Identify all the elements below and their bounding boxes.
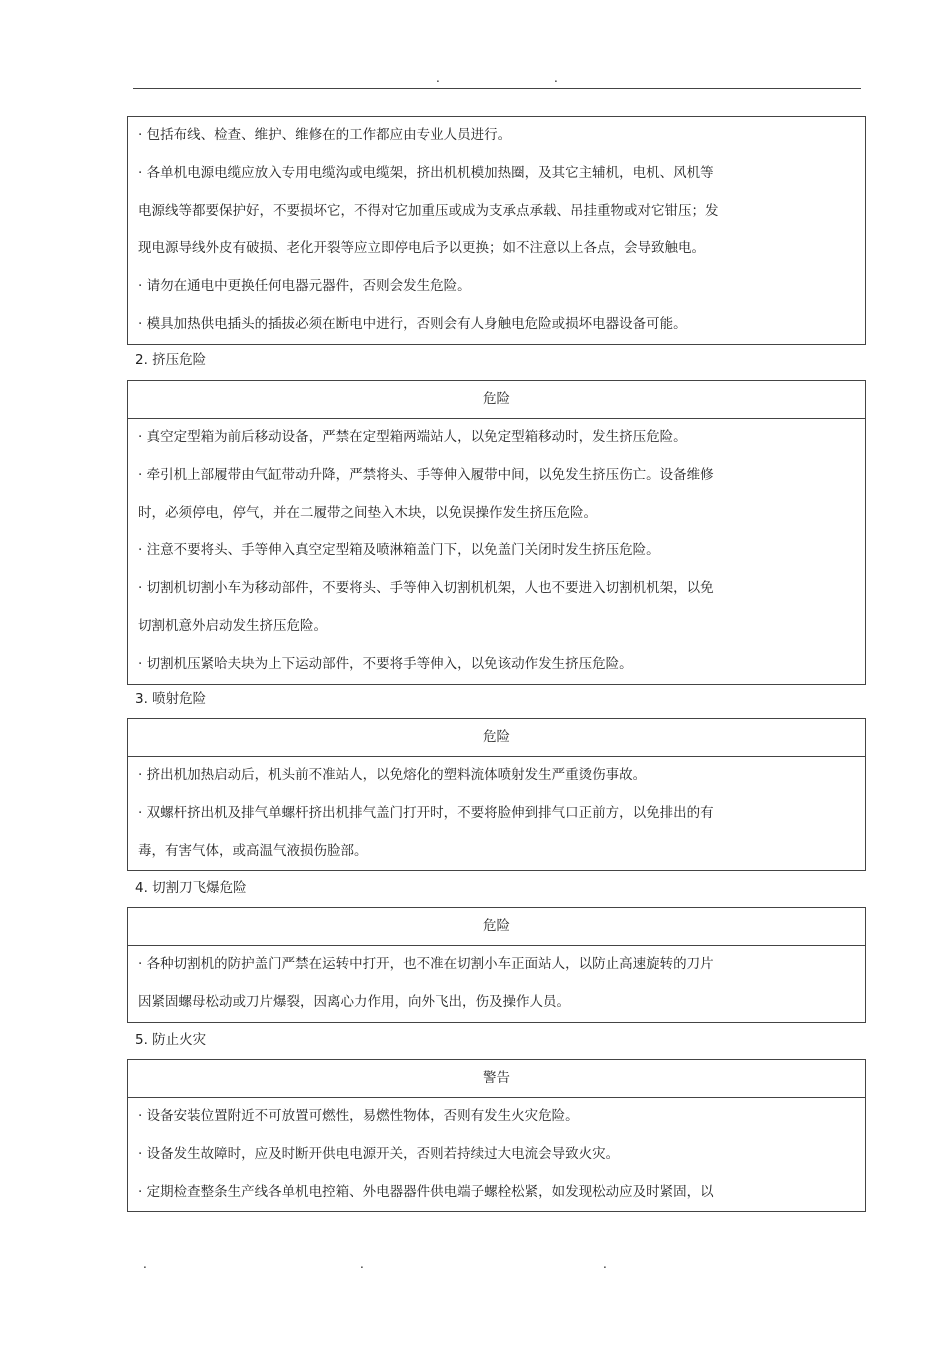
section-heading-fire: 5. 防止火灾 [135,1032,207,1048]
fire-warning-box [127,1059,866,1212]
spray-hazard-box [127,718,866,871]
section-heading-crush: 2. 挤压危险 [135,352,207,368]
list-item: · 包括布线、检查、维护、维修在的工作都应由专业人员进行。 [138,127,512,143]
list-item: · 双螺杆挤出机及排气单螺杆挤出机排气盖门打开时，不要将脸伸到排气口正前方，以免排出的有 [138,804,714,821]
list-item: · 挤出机加热启动后，机头前不准站人，以免熔化的塑料流体喷射发生严重烫伤事故。 [138,767,647,783]
header-dot-left: . [436,71,440,85]
list-item: · 模具加热供电插头的插拔必须在断电中进行，否则会有人身触电危险或损坏电器设备可能。 [138,315,687,332]
list-item: 毒，有害气体，或高温气液损伤脸部。 [138,842,368,859]
list-item: · 各种切割机的防护盖门严禁在运转中打开，也不准在切割小车正面站人，以防止高速旋转的刀片 [138,956,714,972]
list-item: · 切割机切割小车为移动部件，不要将头、手等伸入切割机机架，人也不要进入切割机机架，以免 [138,580,714,597]
list-item: · 注意不要将头、手等伸入真空定型箱及喷淋箱盖门下，以免盖门关闭时发生挤压危险。 [138,542,660,559]
list-item: 切割机意外启动发生挤压危险。 [138,617,327,634]
electrical-hazard-body [128,117,865,344]
box-title: 警告 [128,1060,865,1098]
box-title: 危险 [128,381,865,419]
list-item: · 设备发生故障时，应及时断开供电电源开关，否则若持续过大电流会导致火灾。 [138,1145,620,1162]
list-item: · 牵引机上部履带由气缸带动升降，严禁将头、手等伸入履带中间，以免发生挤压伤亡。设备维修 [138,466,714,483]
list-item: 因紧固螺母松动或刀片爆裂，因离心力作用，向外飞出，伤及操作人员。 [138,993,570,1010]
header-dot-right: . [554,71,558,85]
list-item: 时，必须停电，停气，并在二履带之间垫入木块，以免误操作发生挤压危险。 [138,504,597,521]
list-item: · 真空定型箱为前后移动设备，严禁在定型箱两端站人，以免定型箱移动时，发生挤压危险。 [138,429,687,445]
header-rule [133,88,861,89]
list-item: · 定期检查整条生产线各单机电控箱、外电器器件供电端子螺栓松紧，如发现松动应及时紧固，以 [138,1183,714,1200]
box-title: 危险 [128,719,865,757]
list-item: · 各单机电源电缆应放入专用电缆沟或电缆架，挤出机机模加热圈，及其它主辅机，电机、风机等 [138,164,714,181]
crush-hazard-box [127,380,866,685]
section-heading-spray: 3. 喷射危险 [135,691,207,707]
list-item: · 切割机压紧哈夫块为上下运动部件，不要将手等伸入，以免该动作发生挤压危险。 [138,655,633,672]
list-item: · 设备安装位置附近不可放置可燃性，易燃性物体，否则有发生火灾危险。 [138,1108,579,1124]
electrical-hazard-box [127,116,866,345]
footer-dot: . [603,1257,607,1271]
list-item: 现电源导线外皮有破损、老化开裂等应立即停电后予以更换；如不注意以上各点，会导致触电。 [138,240,705,257]
section-heading-blade: 4. 切割刀飞爆危险 [135,880,247,896]
footer-dot: . [360,1257,364,1271]
box-title: 危险 [128,908,865,946]
footer-dot: . [143,1257,147,1271]
list-item: · 请勿在通电中更换任何电器元器件，否则会发生危险。 [138,278,471,295]
list-item: 电源线等都要保护好，不要损坏它，不得对它加重压或成为支承点承载、吊挂重物或对它钳压；发 [138,202,719,219]
blade-hazard-box [127,907,866,1023]
